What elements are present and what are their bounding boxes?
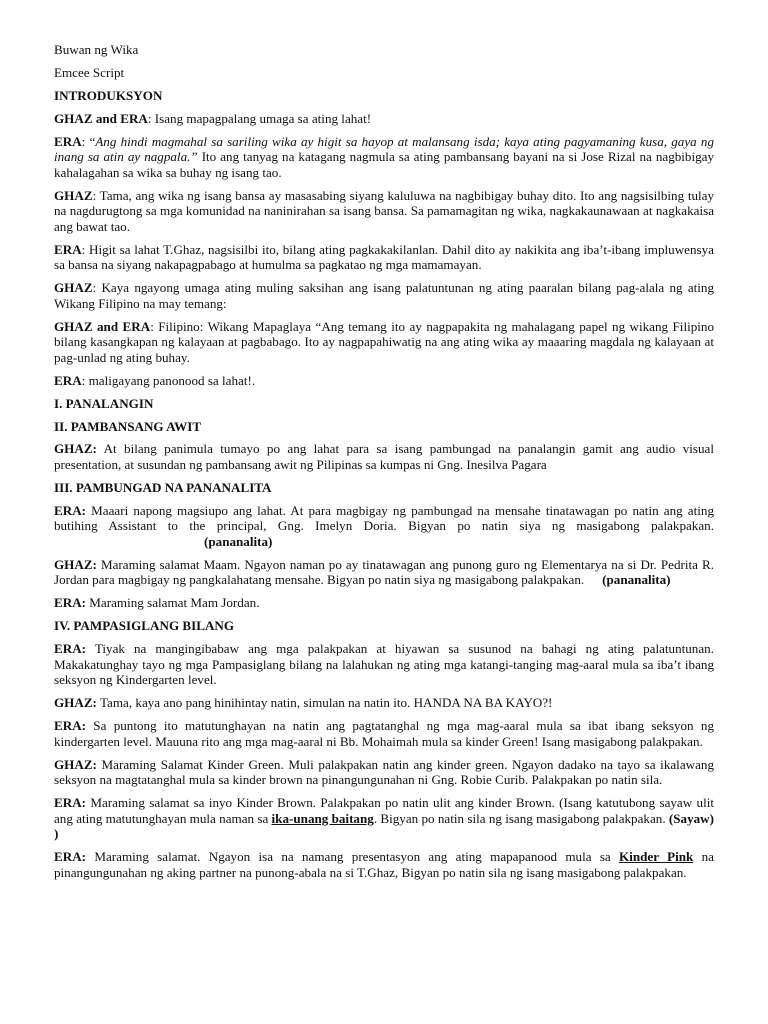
script-line xyxy=(54,595,714,611)
document-title: Buwan ng Wika xyxy=(54,42,139,57)
emphasis-text: Kinder Pink xyxy=(619,849,694,865)
line-text: Maaari napong magsiupo ang lahat. At para magbigay ng pambungad na mensahe tinatawagan po natin ang ating butihing Assistant to the principal, Gng. Imelyn Doria. Bigyan po natin siya ng masigabong palakpakan. xyxy=(54,502,714,534)
speaker-label: ERA xyxy=(54,372,82,388)
script-line xyxy=(54,695,714,711)
speaker-label: ERA xyxy=(54,133,82,149)
line-text: Tama, kaya ano pang hinihintay natin, simulan na natin ito. HANDA NA BA KAYO?! xyxy=(96,695,553,711)
speaker-label: GHAZ xyxy=(54,280,93,296)
rizal-quote: Ang hindi magmahal sa sariling wika ay higit sa hayop at malansang isda; kaya ating pagyamaning kusa, gaya ng inang sa atin ay nagpala.” xyxy=(54,133,714,165)
script-line xyxy=(54,441,714,472)
script-line xyxy=(54,280,714,311)
section-heading-pampasigla: IV. PAMPASIGLANG BILANG xyxy=(54,618,235,634)
emphasis-text: ika-unang baitang xyxy=(271,810,374,826)
line-text: Maraming salamat Mam Jordan. xyxy=(86,595,260,611)
line-text: At bilang panimula tumayo po ang lahat para sa isang pambungad na panalangin gamit ang audio visual presentation, at susundan ng pambansang awit ng Pilipinas sa kumpas ni Gng. Inesilva Pagara xyxy=(54,441,714,473)
speaker-label: GHAZ: xyxy=(54,556,97,572)
script-line xyxy=(54,373,714,389)
section-heading-panalangin: I. PANALANGIN xyxy=(54,395,154,411)
script-line xyxy=(54,111,714,127)
script-line xyxy=(54,757,714,788)
stage-cue: (Sayaw) ) xyxy=(54,810,714,842)
speaker-label: GHAZ: xyxy=(54,441,97,457)
script-line xyxy=(54,718,714,749)
line-text: Sa puntong ito matutunghayan na natin ang pagtatanghal ng mga mag-aaral mula sa ibat ibang seksyon ng kindergarten level. Mauuna rito ang mga mag-aaral ni Bb. Mohaimah mula sa kinder Green! Isang masigabong palakpakan. xyxy=(54,718,714,749)
line-text: Ito ang tanyag na katagang nagmula sa ating pambansang bayani na si Jose Rizal na nagbibigay kahalagahan sa wika sa buhay ng isang tao. xyxy=(54,149,715,180)
section-heading-introduksyon: INTRODUKSYON xyxy=(54,87,163,103)
script-line xyxy=(54,795,714,842)
script-line xyxy=(54,503,714,550)
script-line xyxy=(54,641,714,688)
document-subtitle: Emcee Script xyxy=(54,64,125,80)
line-text: : maligayang panonood sa lahat!. xyxy=(81,372,256,388)
line-text: : Isang mapagpalang umaga sa ating lahat! xyxy=(147,110,372,126)
line-text: : Higit sa lahat T.Ghaz, nagsisilbi ito, bilang ating pagkakakilanlan. Dahil dito ay nakikita ang iba’t-ibang impluwensya sa bansa na siyang nakapagpabago at humulma sa pagkatao ng mga mamamayan. xyxy=(54,241,714,273)
line-text: : Filipino: Wikang Mapaglaya “Ang temang ito ay nagpapakita ng mahalagang papel ng wikang Filipino bilang kasangkapan ng kalayaan at pagbabago. Ito ay nagpapahiwatig na ang ating wika ay maaaring magdala ng kalayaan at pag-unlad ng ating buhay. xyxy=(54,318,714,365)
line-text: : Kaya ngayong umaga ating muling saksihan ang isang palatuntunan ng ating paaralan bilang pag-alala ng ating Wikang Filipino na may temang: xyxy=(54,280,714,311)
speaker-label: GHAZ: xyxy=(54,695,97,711)
line-text: . Bigyan po natin sila ng isang masigabong palakpakan. xyxy=(373,810,669,826)
section-heading-pambungad: III. PAMBUNGAD NA PANANALITA xyxy=(54,479,272,495)
line-text: Maraming salamat Maam. Ngayon naman po ay tinatawagan ang punong guro ng Elementarya na si Dr. Pedrita R. Jordan para magbigay ng pangkalahatang mensahe. Bigyan po natin siya ng masigabong palakpakan. xyxy=(54,556,714,588)
speaker-label: GHAZ: xyxy=(54,756,97,772)
speaker-label: ERA: xyxy=(54,718,87,734)
script-line xyxy=(54,319,714,366)
script-line xyxy=(54,242,714,273)
speaker-label: ERA: xyxy=(54,595,87,611)
line-text: Maraming salamat sa inyo Kinder Brown. Palakpakan po natin ulit ang kinder Brown. (Isang katutubong sayaw ulit ang ating matutunghayan mula naman sa xyxy=(54,795,714,826)
line-text: Maraming Salamat Kinder Green. Muli palakpakan natin ang kinder green. Ngayon dadako na tayo sa ikalawang seksyon na magtatanghal mula sa kinder brown na pinangungunahan ni Gng. Robie Curib. Palakpakan po natin sila. xyxy=(54,756,714,788)
speaker-label: GHAZ and ERA xyxy=(54,318,151,334)
line-separator: : “ xyxy=(81,133,96,149)
speaker-label: ERA: xyxy=(54,795,87,811)
stage-cue: (pananalita) xyxy=(204,534,273,549)
line-text: na pinangungunahan ng aking partner na punong-abala na si T.Ghaz, Bigyan po natin sila ng isang masigabong palakpakan. xyxy=(54,849,714,880)
speaker-label: ERA xyxy=(54,241,82,257)
line-text: Tiyak na mangingibabaw ang mga palakpakan at hiyawan sa susunod na bahagi ng ating palatuntunan. Makakatunghay tayo ng mga Pampasiglang bilang na lalahukan ng ating mga katangi-tanging mag-aaral mula sa iba’t ibang seksyon ng Kindergarten level. xyxy=(54,641,714,688)
line-text: Maraming salamat. Ngayon isa na namang presentasyon ang ating mapapanood mula sa xyxy=(86,849,620,865)
speaker-label: GHAZ and ERA xyxy=(54,110,148,126)
speaker-label: GHAZ xyxy=(54,187,93,203)
section-heading-pambansang-awit: II. PAMBANSANG AWIT xyxy=(54,418,202,434)
script-line xyxy=(54,134,714,181)
line-text: : Tama, ang wika ng isang bansa ay masasabing siyang kaluluwa na nagbibigay buhay dito. Ito ang nagsisilbing tulay na nagdurugtong sa mga komunidad na naninirahan sa isang bansa. Sa pamamagitan ng wika, nagkakaunawaan at nagkakaisa ang bawat tao. xyxy=(54,187,714,234)
speaker-label: ERA: xyxy=(54,849,87,865)
script-line xyxy=(54,557,714,588)
script-line xyxy=(54,188,714,235)
script-line xyxy=(54,849,714,880)
speaker-label: ERA: xyxy=(54,502,87,518)
stage-cue: (pananalita) xyxy=(602,572,671,588)
speaker-label: ERA: xyxy=(54,641,87,657)
